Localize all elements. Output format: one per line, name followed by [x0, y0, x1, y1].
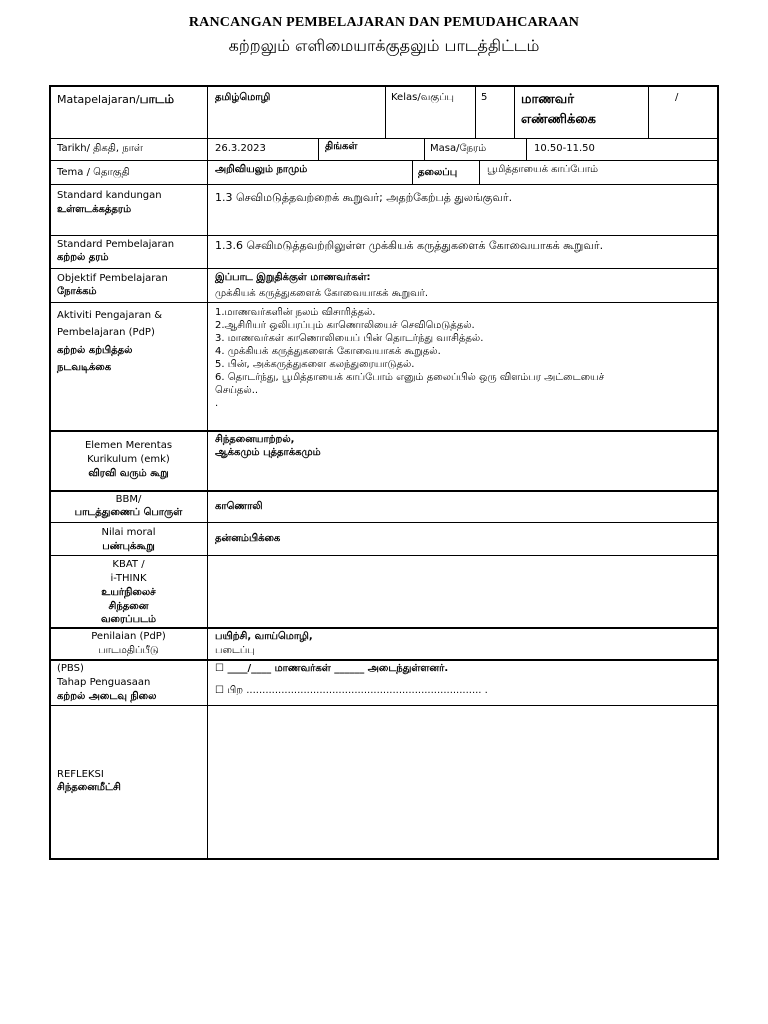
activity-item: 3. மாணவர்கள் காணொலியைப் பின் தொடர்ந்து வாசித்தல். [215, 333, 484, 344]
activities-label-1: Aktiviti Pengajaran & [57, 310, 163, 321]
subject-value: தமிழ்மொழி [215, 92, 271, 103]
activity-item: 4. முக்கியக் கருத்துகளைக் கோவையாகக் கூறுதல். [215, 346, 441, 357]
theme-label: Tema / தொகுதி [57, 167, 130, 178]
class-value: 5 [481, 92, 488, 103]
assessment-value-1: பயிற்சி, வாய்மொழி, [215, 631, 313, 642]
learning-standard-value: 1.3.6 செவிமடுத்தவற்றிலுள்ள முக்கியக் கருத்துகளைக் கோவையாகக் கூறுவர். [215, 239, 604, 252]
moral-label-tamil: பண்புக்கூறு [102, 541, 155, 552]
date-label: Tarikh/ திகதி, நாள் [57, 143, 143, 154]
activities-list [215, 306, 715, 410]
activity-item: 1.மாணவர்களின் நலம் விசாரித்தல். [215, 307, 376, 318]
topic-value: பூமித்தாயைக் காப்போம் [487, 164, 599, 175]
activities-label-2: Pembelajaran (PdP) [57, 327, 155, 338]
reflection-label-tamil: சிந்தனைமீட்சி [57, 782, 121, 793]
pbs-label-tamil: கற்றல் அடைவு நிலை [57, 691, 157, 702]
reflection-input-area[interactable] [208, 706, 717, 858]
day-value: திங்கள் [325, 141, 358, 152]
title-tamil: கற்றலும் எளிமையாக்குதலும் பாடத்திட்டம் [228, 36, 540, 55]
pbs-line-1: ☐ ____/____ மாணவர்கள் ______ அடைந்துள்ளனர். [215, 663, 449, 674]
emk-label-2: Kurikulum (emk) [87, 454, 170, 465]
learning-standard-label: Standard Pembelajaran [57, 239, 175, 250]
emk-label-tamil: விரவி வரும் கூறு [88, 468, 169, 479]
topic-label: தலைப்பு [418, 167, 458, 178]
moral-value: தன்னம்பிக்கை [215, 533, 281, 544]
class-label: Kelas/வகுப்பு [391, 92, 454, 103]
bbm-label-tamil: பாடத்துணைப் பொருள் [74, 507, 183, 518]
activity-item: 5. பின், அக்கருத்துகளை கலந்துரையாடுதல். [215, 359, 415, 370]
student-count-value: / [675, 92, 679, 103]
emk-value-2: ஆக்கமும் புத்தாக்கமும் [215, 447, 321, 458]
assessment-value-2: படைப்பு [215, 645, 255, 656]
kbat-label-tamil-1: உயர்நிலைச் [101, 587, 156, 598]
pbs-line-2: ☐ பிற .......................................................................... . [215, 685, 488, 696]
bbm-label: BBM/ [115, 494, 142, 505]
activity-item: 6. தொடர்ந்து, பூமித்தாயைக் காப்போம் எனும் தலைப்பில் ஒரு விளம்பர அட்டையைச் [215, 372, 605, 383]
subject-label: Matapelajaran/பாடம் [57, 92, 174, 106]
student-count-label: மாணவர் எண்ணிக்கை [521, 92, 596, 127]
emk-value-1: சிந்தனையாற்றல், [215, 434, 295, 445]
kbat-label-2: i-THINK [110, 573, 147, 584]
pbs-label-1: (PBS) [57, 663, 84, 674]
reflection-label: REFLEKSI [57, 769, 104, 780]
content-standard-label-tamil: உள்ளடக்கத்தரம் [57, 204, 132, 215]
title-malay: RANCANGAN PEMBELAJARAN DAN PEMUDAHCARAAN [188, 15, 580, 30]
activity-item: செய்தல்.. [215, 385, 259, 396]
content-standard-value: 1.3 செவிமடுத்தவற்றைக் கூறுவர்; அதற்கேற்பத் துலங்குவர். [215, 191, 513, 204]
objective-label: Objektif Pembelajaran [57, 273, 168, 284]
time-value: 10.50-11.50 [534, 143, 595, 154]
activity-item: 2.ஆசிரியர் ஒலிபரப்பும் காணொலியைச் செவிமெடுத்தல். [215, 320, 475, 331]
pbs-label-2: Tahap Penguasaan [57, 677, 151, 688]
moral-label: Nilai moral [101, 527, 156, 538]
theme-value: அறிவியலும் நாமும் [215, 164, 308, 175]
kbat-label-1: KBAT / [112, 559, 145, 570]
learning-standard-label-tamil: கற்றல் தரம் [57, 252, 109, 263]
assessment-label-tamil: பாடமதிப்பீடு [98, 645, 159, 656]
kbat-label-tamil-2: சிந்தனை [108, 601, 149, 612]
bbm-value: காணொலி [215, 501, 263, 512]
kbat-label-tamil-3: வரைப்படம் [100, 614, 157, 625]
objective-line-1: இப்பாட இறுதிக்குள் மாணவர்கள்: [215, 272, 371, 283]
objective-label-tamil: நோக்கம் [57, 286, 97, 297]
content-standard-label: Standard kandungan [57, 190, 162, 201]
activity-item: . [215, 398, 219, 409]
emk-label-1: Elemen Merentas [84, 440, 173, 451]
assessment-label: Penilaian (PdP) [91, 631, 166, 642]
activities-label-tamil-2: நடவடிக்கை [57, 362, 112, 373]
objective-line-2: முக்கியக் கருத்துகளைக் கோவையாகக் கூறுவர். [215, 288, 429, 299]
activities-label-tamil-1: கற்றல் கற்பித்தல் [57, 345, 133, 356]
date-value: 26.3.2023 [215, 143, 266, 154]
time-label: Masa/நேரம் [430, 143, 487, 154]
